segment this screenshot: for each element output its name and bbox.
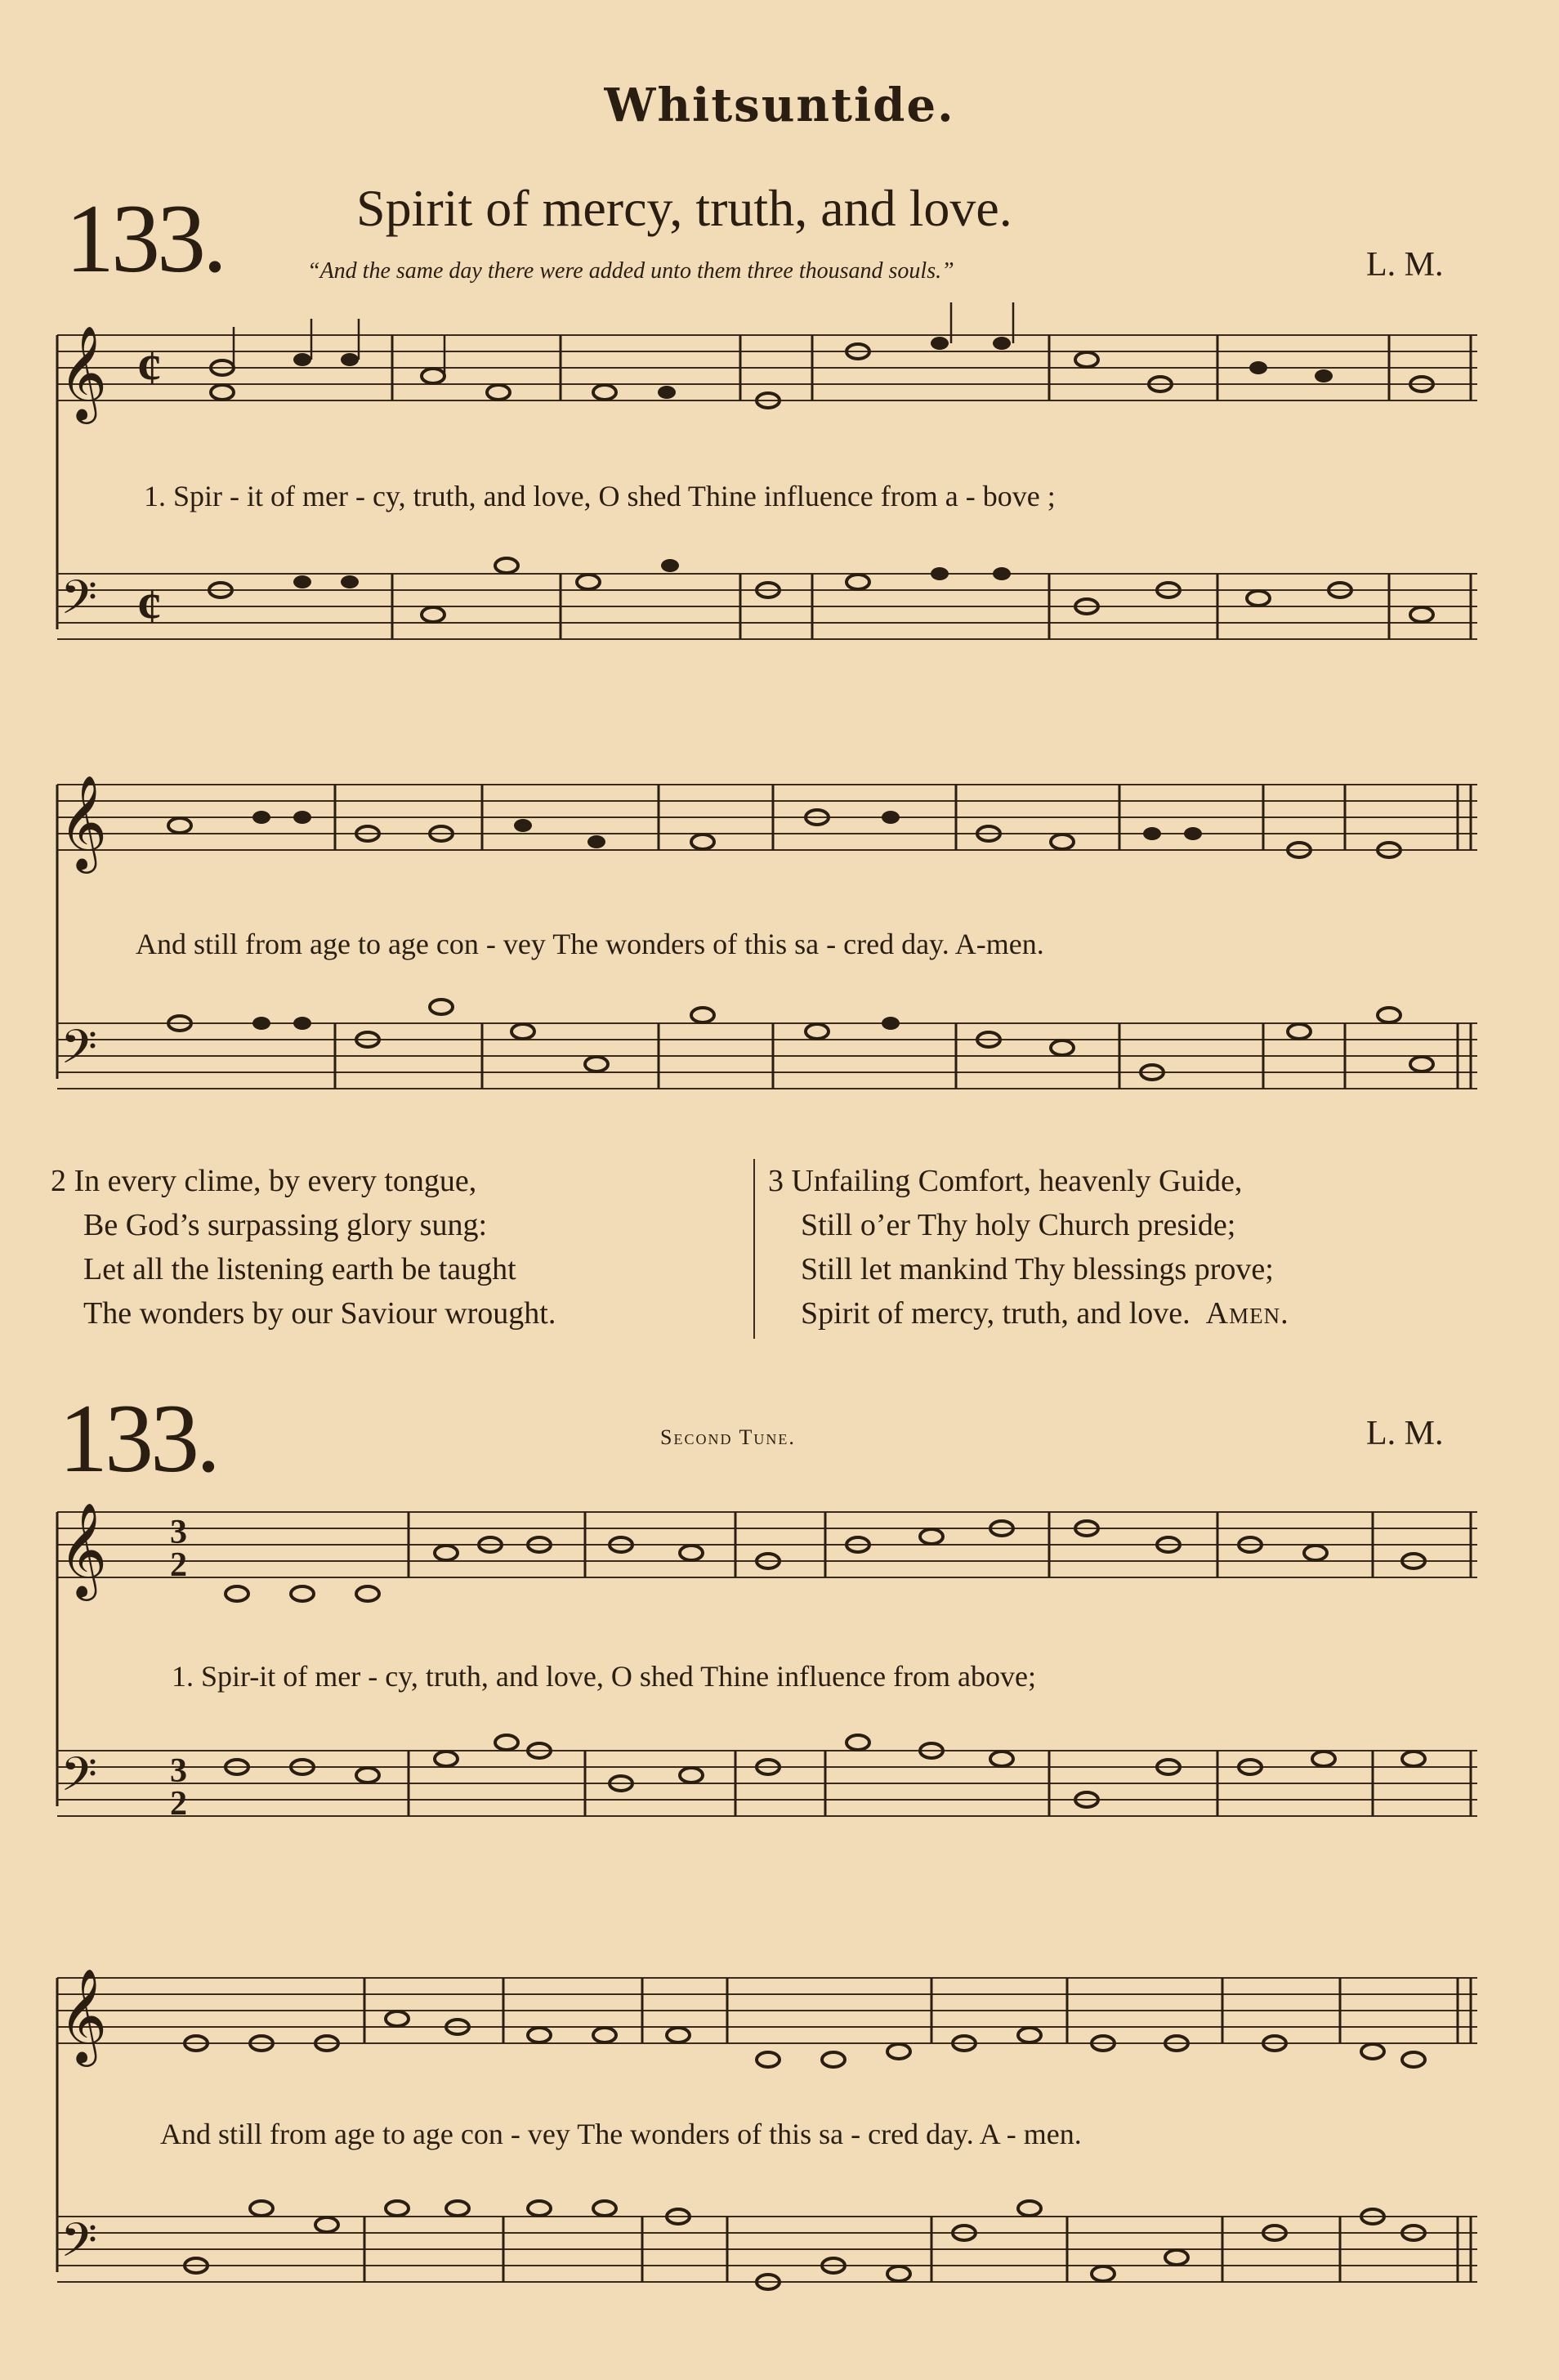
verse-divider: [753, 1159, 755, 1339]
treble-notes-4: [185, 2011, 1425, 2067]
verse-3-line-4: Spirit of mercy, truth, and love.: [801, 1296, 1190, 1331]
section-title: Whitsuntide.: [604, 78, 955, 132]
verse-3-amen: Amen.: [1205, 1296, 1289, 1331]
bass-notes-4: [185, 2201, 1425, 2289]
time-signature-bottom: 2: [170, 1546, 187, 1584]
hymn-meter-second: L. M.: [1366, 1415, 1444, 1452]
verse-3-line-2: Still o’er Thy holy Church preside;: [801, 1208, 1236, 1242]
time-signature: ¢: [137, 341, 162, 395]
bass-clef-icon-2: 𝄢: [60, 1019, 98, 1086]
time-signature-top: 3: [170, 1514, 187, 1551]
treble-clef-icon-4: 𝄞: [59, 1967, 108, 2063]
hymn-title: Spirit of mercy, truth, and love.: [356, 179, 1012, 237]
lyrics-line-3: 1. Spir-it of mer - cy, truth, and love, O shed Thine influence from above;: [172, 1660, 1036, 1693]
treble-staff-4: [57, 1978, 1477, 2043]
time-signature-bass: ¢: [137, 579, 162, 633]
bass-clef-icon-3: 𝄢: [60, 1747, 98, 1814]
hymn-number-second: 133.: [59, 1384, 217, 1492]
lyrics-line-2: And still from age to age con - vey The wonders of this sa - cred day. A-men.: [136, 928, 1044, 960]
verse-2-line-3: Let all the listening earth be taught: [83, 1252, 516, 1286]
verse-2-line-1: 2 In every clime, by every tongue,: [51, 1164, 477, 1198]
time-signature-bass-bottom: 2: [170, 1785, 187, 1823]
verse-3-line-3: Still let mankind Thy blessings prove;: [801, 1252, 1274, 1286]
treble-clef-icon: 𝄞: [59, 324, 108, 420]
verse-3: [768, 1159, 1289, 1335]
bass-clef-icon-4: 𝄢: [60, 2212, 98, 2279]
verse-2: [51, 1159, 556, 1335]
verse-3-line-1: 3 Unfailing Comfort, heavenly Guide,: [768, 1164, 1243, 1198]
tune-label: Second Tune.: [660, 1425, 796, 1449]
bass-staff-4: [57, 2217, 1477, 2282]
verse-2-line-4: The wonders by our Saviour wrought.: [83, 1296, 556, 1331]
hymn-meter: L. M.: [1366, 246, 1444, 284]
hymn-epigraph: “And the same day there were added unto them three thousand souls.”: [307, 258, 954, 284]
treble-notes: [211, 302, 1433, 408]
lyrics-line-1: 1. Spir - it of mer - cy, truth, and love, O shed Thine influence from a - bove ;: [144, 480, 1056, 512]
time-signature-bass-top: 3: [170, 1752, 187, 1790]
treble-clef-icon-3: 𝄞: [59, 1501, 108, 1597]
bass-clef-icon: 𝄢: [60, 570, 98, 637]
lyrics-line-4: And still from age to age con - vey The wonders of this sa - cred day. A - men.: [160, 2118, 1082, 2150]
treble-clef-icon-2: 𝄞: [59, 774, 108, 870]
verse-2-line-2: Be God’s surpassing glory sung:: [83, 1208, 487, 1242]
hymn-number: 133.: [65, 184, 224, 293]
